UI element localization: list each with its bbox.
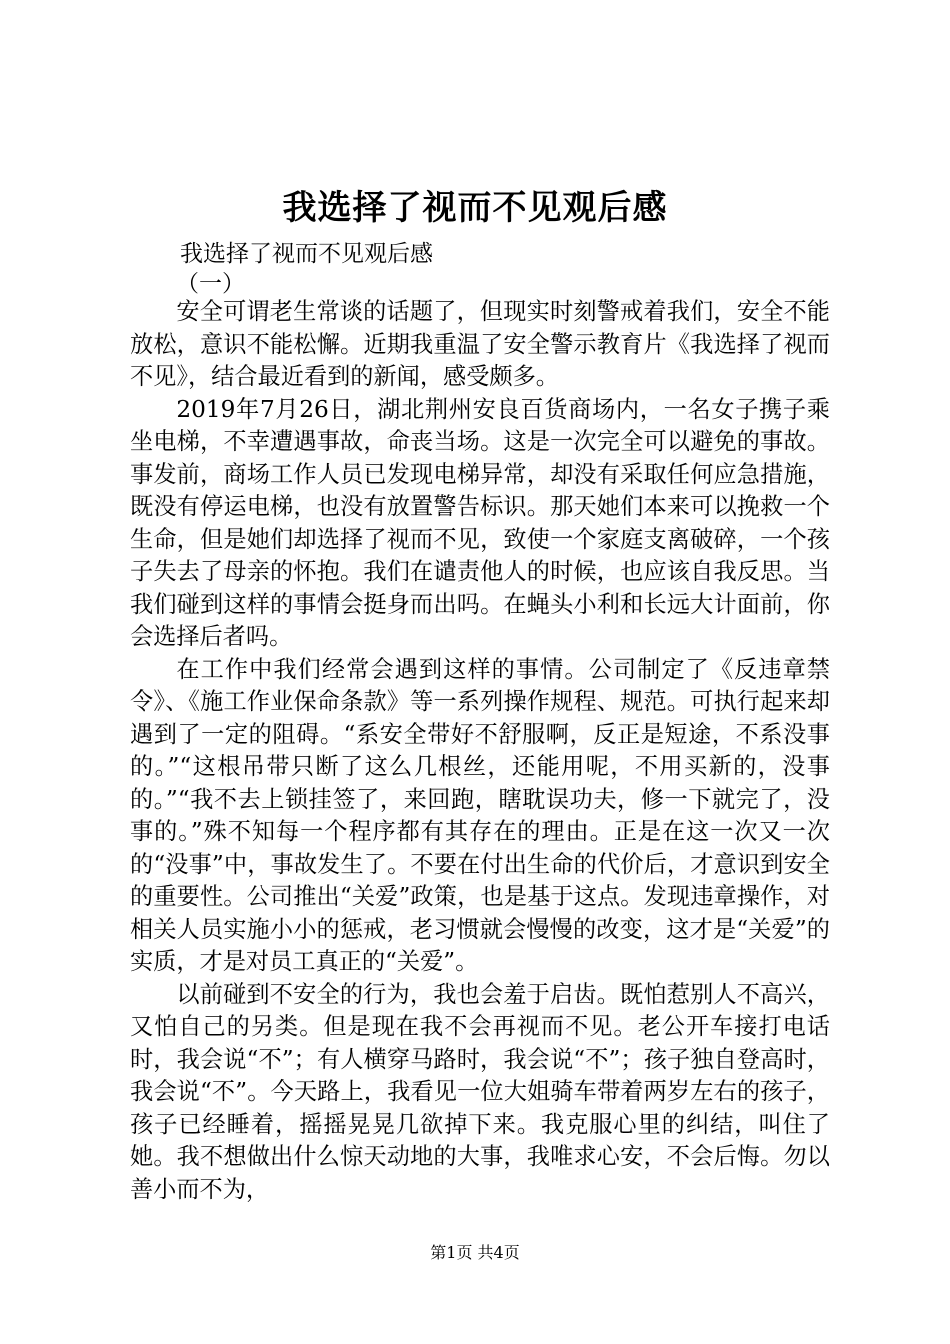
paragraph: 安全可谓老生常谈的话题了，但现实时刻警戒着我们，安全不能放松，意识不能松懈。近期我重温了安全警示教育片《我选择了视而不见》，结合最近看到的新闻，感受颇多。 [130, 298, 830, 390]
paragraph: 在工作中我们经常会遇到这样的事情。公司制定了《反违章禁令》、《施工作业保命条款》等一系列操作规程、规范。可执行起来却遇到了一定的阻碍。“系安全带好不舒服啊，反正是短途，不系没事的。”“这根吊带只断了这么几根丝，还能用呢，不用买新的，没事的。”“我不去上锁挂签了，来回跑，瞎耽误功夫，修一下就完了，没事的。”殊不知每一个程序都有其存在的理由。正是在这一次又一次的“没事”中，事故发生了。不要在付出生命的代价后，才意识到安全的重要性。公司推出“关爱”政策，也是基于这点。发现违章操作，对相关人员实施小小的惩戒，老习惯就会慢慢的改变，这才是“关爱”的实质，才是对员工真正的“关爱”。 [130, 655, 830, 975]
section-marker: （一） [176, 271, 245, 297]
paragraph: 以前碰到不安全的行为，我也会羞于启齿。既怕惹别人不高兴，又怕自己的另类。但是现在我不会再视而不见。老公开车接打电话时，我会说“不”；有人横穿马路时，我会说“不”；孩子独自登高时，我会说“不”。今天路上，我看见一位大姐骑车带着两岁左右的孩子，孩子已经睡着，摇摇晃晃几欲掉下来。我克服心里的纠结，叫住了她。我不想做出什么惊天动地的大事，我唯求心安，不会后悔。勿以善小而不为， [130, 980, 830, 1203]
page-footer: 第1页 共4页 [430, 1243, 520, 1262]
document-subtitle: 我选择了视而不见观后感 [180, 241, 433, 267]
document-body [130, 296, 830, 1206]
document-title: 我选择了视而不见观后感 [282, 188, 668, 228]
paragraph: 2019年7月26日，湖北荆州安良百货商场内，一名女子携子乘坐电梯，不幸遭遇事故，命丧当场。这是一次完全可以避免的事故。事发前，商场工作人员已发现电梯异常，却没有采取任何应急措施，既没有停运电梯，也没有放置警告标识。那天她们本来可以挽救一个生命，但是她们却选择了视而不见，致使一个家庭支离破碎，一个孩子失去了母亲的怀抱。我们在谴责他人的时候，也应该自我反思。当我们碰到这样的事情会挺身而出吗。在蝇头小利和长远大计面前，你会选择后者吗。 [130, 395, 830, 650]
